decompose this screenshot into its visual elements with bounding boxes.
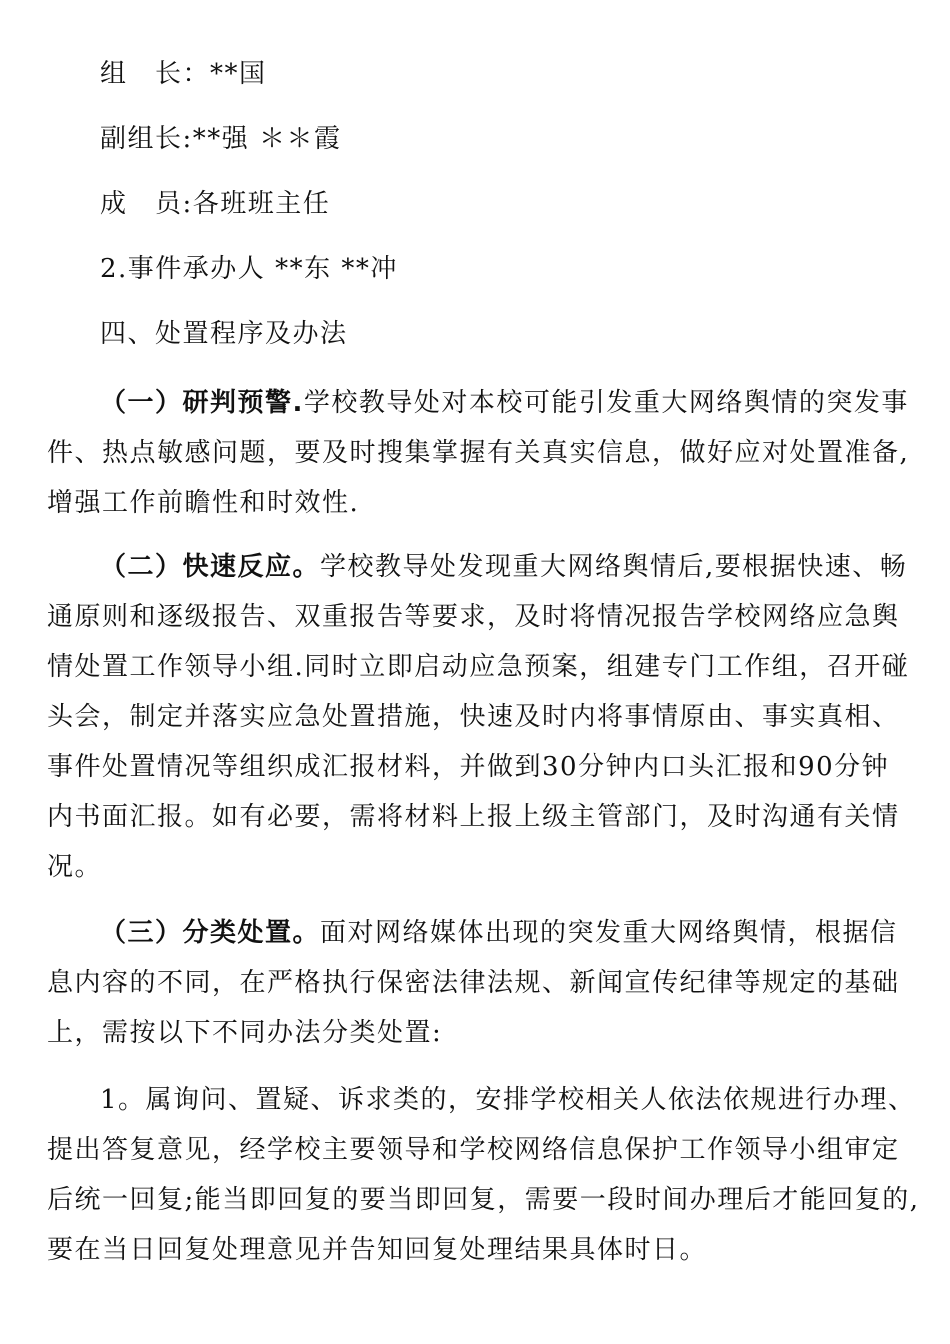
section3-text-line2: 息内容的不同，在严格执行保密法律法规、新闻宣传纪律等规定的基础 (47, 968, 900, 998)
section2-text-line2: 通原则和逐级报告、双重报告等要求，及时将情况报告学校网络应急舆 (47, 602, 900, 632)
team-leader-line: 组 长：**国 (100, 59, 267, 89)
section-title: 四、处置程序及办法 (100, 319, 348, 349)
deputy-leader-line: 副组长:**强 ＊＊霞 (100, 124, 342, 154)
item1-line2: 提出答复意见，经学校主要领导和学校网络信息保护工作领导小组审定 (47, 1135, 900, 1165)
section2-text-line5: 事件处置情况等组织成汇报材料，并做到30分钟内口头汇报和90分钟 (47, 752, 890, 782)
section2-text-line1: 学校教导处发现重大网络舆情后,要根据快速、畅 (320, 552, 908, 582)
section2-text-line7: 况。 (47, 852, 103, 882)
item1-line4: 要在当日回复处理意见并告知回复处理结果具体时日。 (47, 1235, 708, 1265)
section1-text-line1: 学校教导处对本校可能引发重大网络舆情的突发事 (303, 388, 909, 418)
members-line: 成 员:各班班主任 (100, 189, 331, 219)
item1-line3: 后统一回复;能当即回复的要当即回复，需要一段时间办理后才能回复的, (47, 1185, 920, 1215)
section1-text-line2: 件、热点敏感问题，要及时搜集掌握有关真实信息，做好应对处置准备, (47, 438, 910, 468)
section1-first-line (100, 387, 950, 419)
section3-heading: （三）分类处置。 (100, 918, 321, 948)
section2-first-line (100, 551, 950, 583)
section1-heading: （一）研判预警. (100, 388, 304, 418)
section2-text-line4: 头会，制定并落实应急处置措施，快速及时内将事情原由、事实真相、 (47, 702, 900, 732)
section3-first-line (100, 917, 950, 949)
section2-heading: （二）快速反应。 (100, 552, 321, 582)
section1-text-line3: 增强工作前瞻性和时效性. (47, 488, 360, 518)
section3-text-line1: 面对网络媒体出现的突发重大网络舆情，根据信 (320, 918, 898, 948)
item1-line1: 1。属询问、置疑、诉求类的，安排学校相关人依法依规进行办理、 (100, 1085, 916, 1115)
responsible-person-line: 2.事件承办人 **东 **冲 (100, 254, 398, 284)
section3-text-line3: 上，需按以下不同办法分类处置: (47, 1018, 443, 1048)
section2-text-line6: 内书面汇报。如有必要，需将材料上报上级主管部门，及时沟通有关情 (47, 802, 900, 832)
section2-text-line3: 情处置工作领导小组.同时立即启动应急预案，组建专门工作组，召开碰 (47, 652, 910, 682)
